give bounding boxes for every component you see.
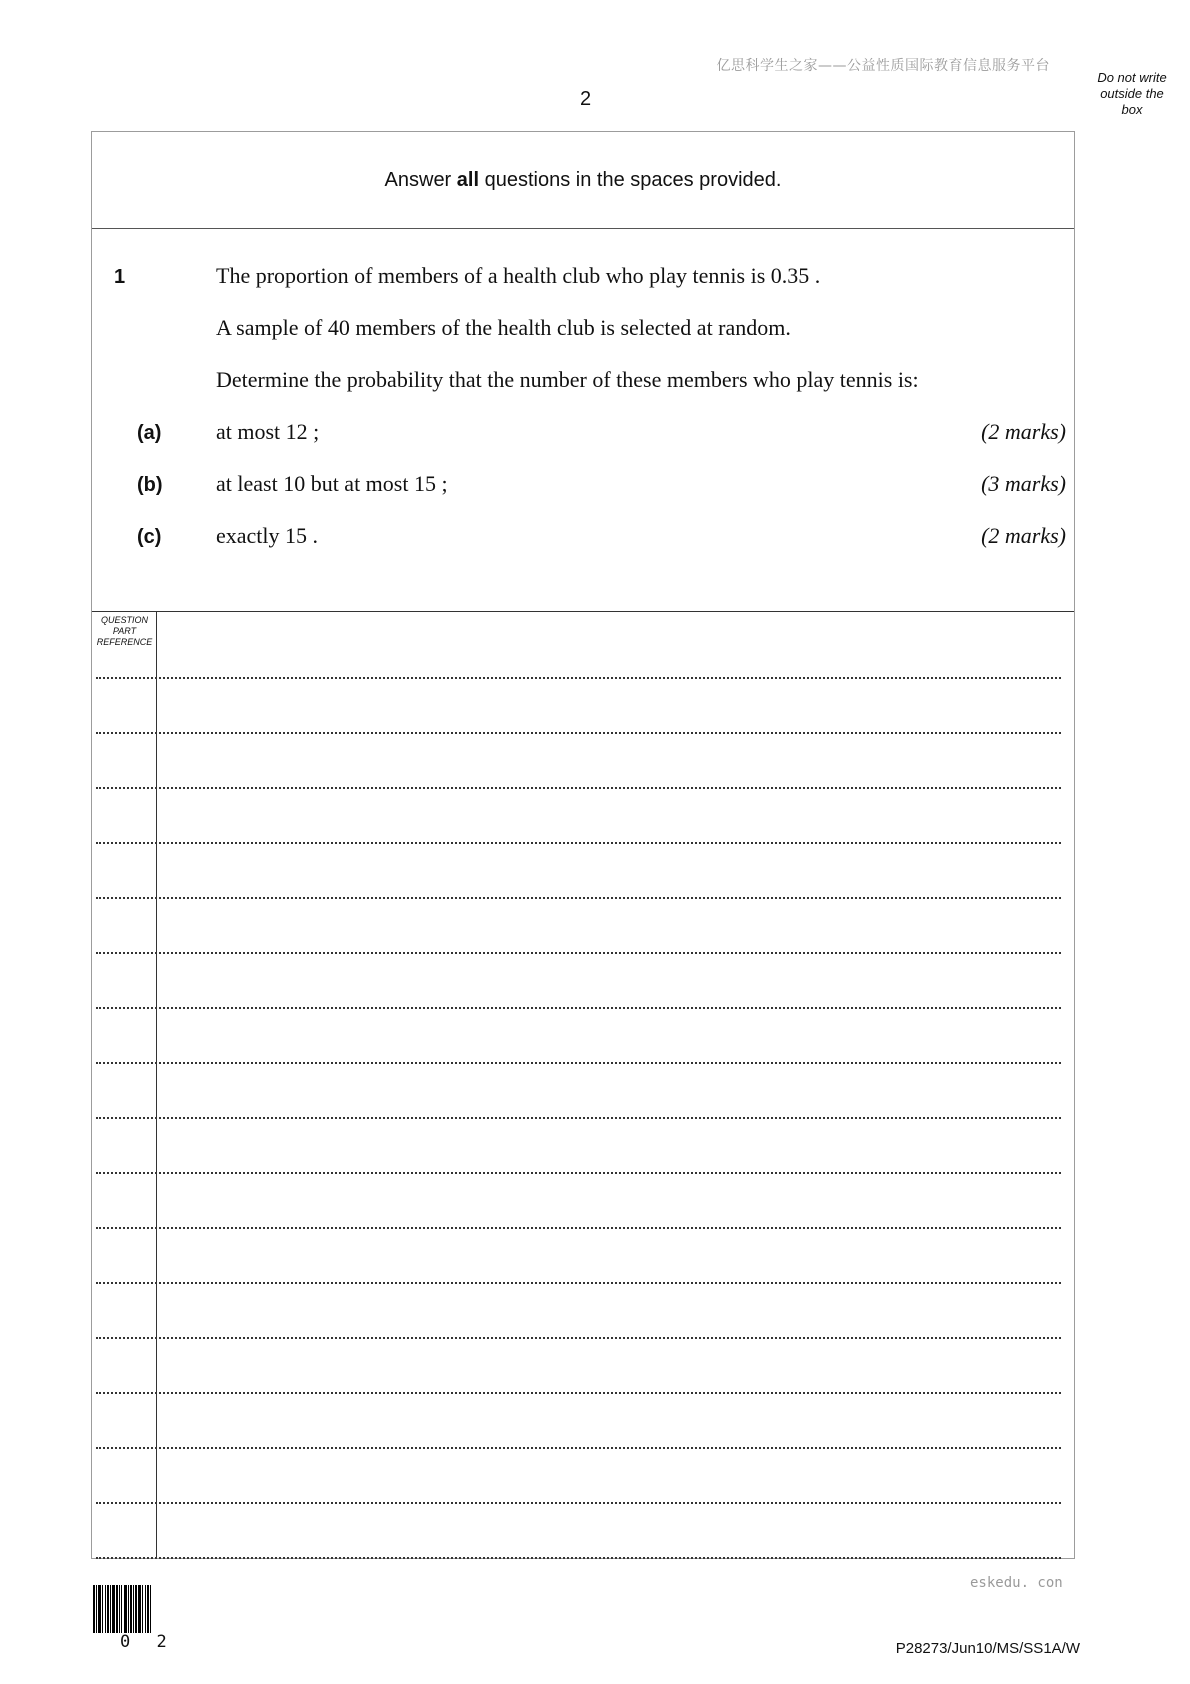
barcode-bar [102, 1585, 103, 1633]
page-number: 2 [580, 88, 592, 110]
part-b-label: (b) [137, 474, 163, 496]
barcode-bar [145, 1585, 146, 1633]
margin-note: Do not write outside the box [1097, 70, 1167, 117]
answer-frame [91, 131, 1075, 1559]
instruction-emphasis: all [456, 168, 480, 191]
reference-label: QUESTION PART REFERENCE [96, 615, 153, 647]
watermark-top: 亿思科学生之家——公益性质国际教育信息服务平台 [716, 58, 1050, 74]
answer-line[interactable] [96, 842, 1061, 844]
part-a-marks: (2 marks) [981, 419, 1066, 444]
question-line-1: The proportion of members of a health club who play tennis is 0.35 . [216, 263, 821, 288]
answer-line[interactable] [96, 1172, 1061, 1174]
part-a-label: (a) [137, 422, 162, 444]
answer-line[interactable] [96, 1062, 1061, 1064]
answer-line[interactable] [96, 1447, 1061, 1449]
answer-line[interactable] [96, 1392, 1061, 1394]
barcode [93, 1585, 193, 1633]
answer-line[interactable] [96, 952, 1061, 954]
answer-line[interactable] [96, 1557, 1061, 1559]
barcode-bar [93, 1585, 95, 1633]
answer-line[interactable] [96, 1007, 1061, 1009]
part-c-label: (c) [137, 526, 162, 548]
barcode-bar [135, 1585, 137, 1633]
answer-line[interactable] [96, 732, 1061, 734]
instruction-text: Answer all questions in the spaces provided. [384, 168, 782, 191]
part-b-text: at least 10 but at most 15 ; [216, 471, 448, 496]
barcode-bar [130, 1585, 132, 1633]
part-b-marks: (3 marks) [981, 471, 1066, 496]
barcode-bar [112, 1585, 115, 1633]
answer-line[interactable] [96, 1337, 1061, 1339]
barcode-bar [150, 1585, 151, 1633]
question-line-3: Determine the probability that the number of these members who play tennis is: [216, 367, 919, 392]
barcode-bar [98, 1585, 101, 1633]
barcode-bar [105, 1585, 106, 1633]
barcode-bar [133, 1585, 134, 1633]
watermark-bottom: eskedu. con [970, 1575, 1063, 1591]
answer-area[interactable] [92, 612, 1074, 1558]
instruction-row [92, 132, 1074, 229]
footer-reference: P28273/Jun10/MS/SS1A/W [895, 1640, 1080, 1657]
question-line-2: A sample of 40 members of the health club is selected at random. [216, 315, 791, 340]
part-a-text: at most 12 ; [216, 419, 320, 444]
answer-line[interactable] [96, 897, 1061, 899]
barcode-bar [124, 1585, 127, 1633]
barcode-bar [119, 1585, 120, 1633]
answer-line[interactable] [96, 677, 1061, 679]
answer-line[interactable] [96, 1282, 1061, 1284]
barcode-bar [142, 1585, 143, 1633]
question-1 [92, 229, 1074, 612]
barcode-bar [110, 1585, 111, 1633]
barcode-bar [96, 1585, 97, 1633]
part-c-marks: (2 marks) [981, 523, 1066, 548]
question-number: 1 [114, 266, 126, 288]
part-c-text: exactly 15 . [216, 523, 319, 548]
barcode-bar [128, 1585, 129, 1633]
answer-line[interactable] [96, 787, 1061, 789]
answer-line[interactable] [96, 1117, 1061, 1119]
reference-column [92, 612, 157, 1558]
barcode-bar [121, 1585, 122, 1633]
barcode-bar [107, 1585, 109, 1633]
barcode-digits: 0 2 [120, 1632, 175, 1652]
barcode-bar [116, 1585, 118, 1633]
barcode-bar [138, 1585, 141, 1633]
barcode-bar [147, 1585, 149, 1633]
answer-line[interactable] [96, 1502, 1061, 1504]
answer-line[interactable] [96, 1227, 1061, 1229]
